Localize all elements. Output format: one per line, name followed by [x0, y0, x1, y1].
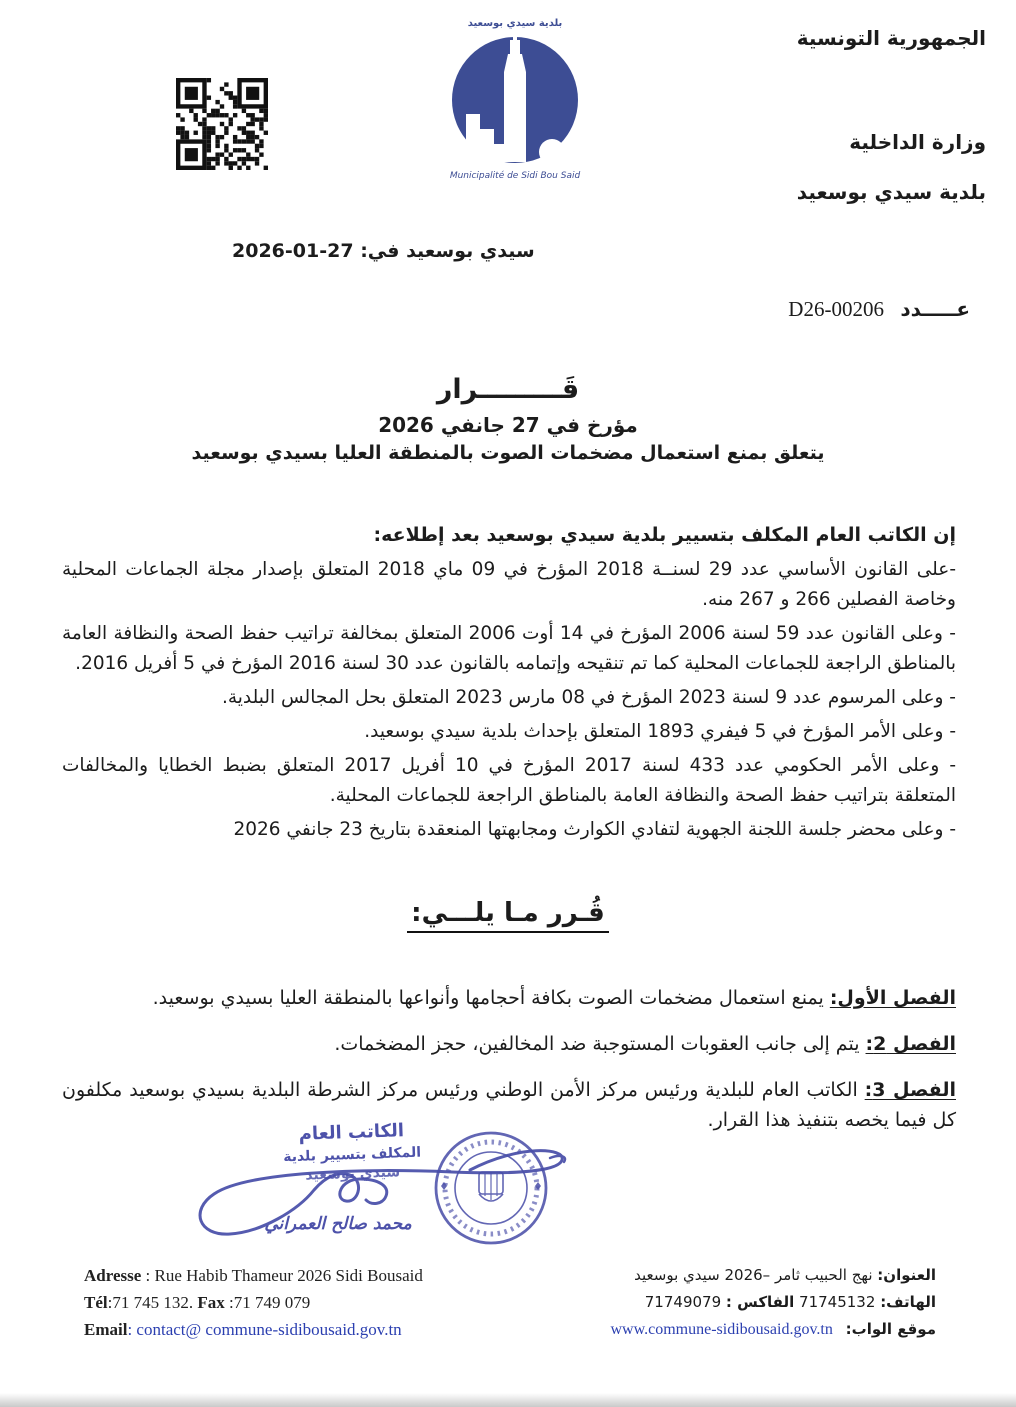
footer-fr-email	[84, 1320, 423, 1340]
article-2-text: يتم إلى جانب العقوبات المستوجبة ضد المخالفين، حجز المضخمات.	[334, 1033, 866, 1055]
footer-ar-website	[611, 1320, 937, 1339]
logo-top-text: بلدية سيدي بوسعيد	[467, 18, 563, 29]
article-1-label: الفصل الأول:	[829, 987, 956, 1009]
decree-title-block	[0, 374, 1016, 464]
article-2-label: الفصل 2:	[865, 1033, 956, 1055]
signature-icon	[180, 1128, 580, 1258]
decision-heading-wrap	[0, 898, 1016, 928]
consideration-item: - وعلى محضر جلسة اللجنة الجهوية لتفادي الكوارث ومجابهتها المنعقدة بتاريخ 23 جانفي 2026	[233, 819, 956, 840]
footer-fr-tel-fax	[84, 1293, 423, 1313]
preamble-intro: إن الكاتب العام المكلف بتسيير بلدية سيدي بوسعيد بعد إطلاعه:	[373, 524, 956, 546]
decree-subject: يتعلق بمنع استعمال مضخمات الصوت بالمنطقة العليا بسيدي بوسعيد	[191, 442, 825, 464]
signatory-subtitle: المكلف بتسيير بلدية	[282, 1144, 422, 1166]
logo-bottom-text: Municipalité de Sidi Bou Said	[449, 171, 581, 181]
footer-website-link[interactable]: www.commune-sidibousaid.gov.tn	[610, 1321, 833, 1338]
article-2	[62, 1029, 956, 1059]
decree-date: مؤرخ في 27 جانفي 2026	[378, 413, 638, 437]
footer-fr-email-label: Email	[84, 1320, 128, 1339]
number-value: D26-00206	[788, 297, 884, 321]
footer-ar-fax-value: 71749079	[644, 1293, 726, 1311]
footer	[84, 1266, 936, 1348]
ministry-title: وزارة الداخلية	[849, 130, 986, 154]
consideration-item: - وعلى الأمر الحكومي عدد 433 لسنة 2017 المؤرخ في 10 أفريل 2017 المتعلق بضبط الخطايا والمخالفات المتعلقة بتراتيب حفظ الصحة والنظافة العامة بالمناطق الراجعة للجماعات المحلية.	[62, 755, 956, 806]
consideration-item: - وعلى المرسوم عدد 9 لسنة 2023 المؤرخ في 08 مارس 2023 المتعلق بحل المجالس البلدية.	[221, 687, 956, 708]
footer-arabic	[611, 1266, 937, 1348]
footer-email-link[interactable]: : contact@ commune-sidibousaid.gov.tn	[127, 1320, 402, 1339]
letterhead-right	[797, 26, 986, 204]
footer-ar-address	[611, 1266, 937, 1284]
qr-code	[176, 78, 268, 170]
signature-block	[180, 1122, 600, 1267]
footer-fr-tel-label: Tél	[84, 1293, 108, 1312]
document-number-line	[788, 297, 970, 322]
place-date-line: سيدي بوسعيد في: 27-01-2026	[232, 240, 535, 262]
footer-fr-address-value: : Rue Habib Thameur 2026 Sidi Bousaid	[141, 1266, 423, 1285]
footer-fr-fax-value: :71 749 079	[224, 1293, 311, 1312]
article-1	[62, 983, 956, 1013]
footer-fr-tel-value: :71 745 132.	[107, 1293, 198, 1312]
footer-ar-website-label: موقع الواب:	[845, 1320, 936, 1338]
signatory-subtitle-2: سيدي بوسعيد	[305, 1164, 401, 1184]
scan-edge-shadow	[0, 1393, 1016, 1407]
footer-fr-fax-label: Fax	[197, 1293, 225, 1312]
article-3-label: الفصل 3:	[864, 1079, 956, 1101]
consideration-item: - وعلى الأمر المؤرخ في 5 فيفري 1893 المتعلق بإحداث بلدية سيدي بوسعيد.	[364, 721, 956, 742]
footer-ar-fax-label: الفاكس :	[725, 1293, 795, 1311]
footer-ar-address-value: نهج الحبيب ثامر –2026 سيدي بوسعيد	[634, 1266, 878, 1284]
republic-title: الجمهورية التونسية	[796, 26, 986, 50]
decision-heading: قُـرر مـا يلـــي:	[407, 898, 609, 933]
footer-french	[84, 1266, 423, 1348]
preamble	[62, 524, 956, 849]
footer-ar-phone-label: الهاتف:	[880, 1293, 936, 1311]
consideration-item: - وعلى القانون عدد 59 لسنة 2006 المؤرخ في 14 أوت 2006 المتعلق بمخالفة تراتيب حفظ الصحة والنظافة العامة بالمناطق الراجعة للجماعات المحلية كما تم تنقيحه وإتمامه بالقانون عدد 30 لسنة 2016 المؤرخ في 5 أفريل 2016.	[62, 623, 956, 674]
signatory-title: الكاتب العام	[298, 1120, 405, 1145]
number-label: عـــــدد	[900, 297, 970, 321]
footer-ar-phone-fax	[611, 1293, 937, 1311]
article-1-text: يمنع استعمال مضخمات الصوت بكافة أحجامها وأنواعها بالمنطقة العليا بسيدي بوسعيد.	[152, 987, 830, 1009]
municipality-title: بلدية سيدي بوسعيد	[796, 180, 986, 204]
decree-title: قَـــــــــرار	[436, 374, 580, 405]
consideration-item: -على القانون الأساسي عدد 29 لسنــة 2018 المؤرخ في 09 ماي 2018 المتعلق بإصدار مجلة الجماعات المحلية وخاصة الفصلين 266 و 267 منه.	[62, 559, 956, 610]
signatory-name: محمد صالح العمراني	[264, 1214, 412, 1234]
footer-fr-address-label: Adresse	[84, 1266, 142, 1285]
footer-fr-address	[84, 1266, 423, 1286]
footer-ar-address-label: العنوان:	[877, 1266, 936, 1284]
municipality-logo-icon	[430, 10, 600, 185]
article-3-text: الكاتب العام للبلدية ورئيس مركز الأمن الوطني ورئيس مركز الشرطة البلدية بسيدي بوسعيد مكلفون كل فيما يخصه بتنفيذ هذا القرار.	[62, 1079, 956, 1131]
footer-ar-phone-value: 71745132	[794, 1293, 881, 1311]
